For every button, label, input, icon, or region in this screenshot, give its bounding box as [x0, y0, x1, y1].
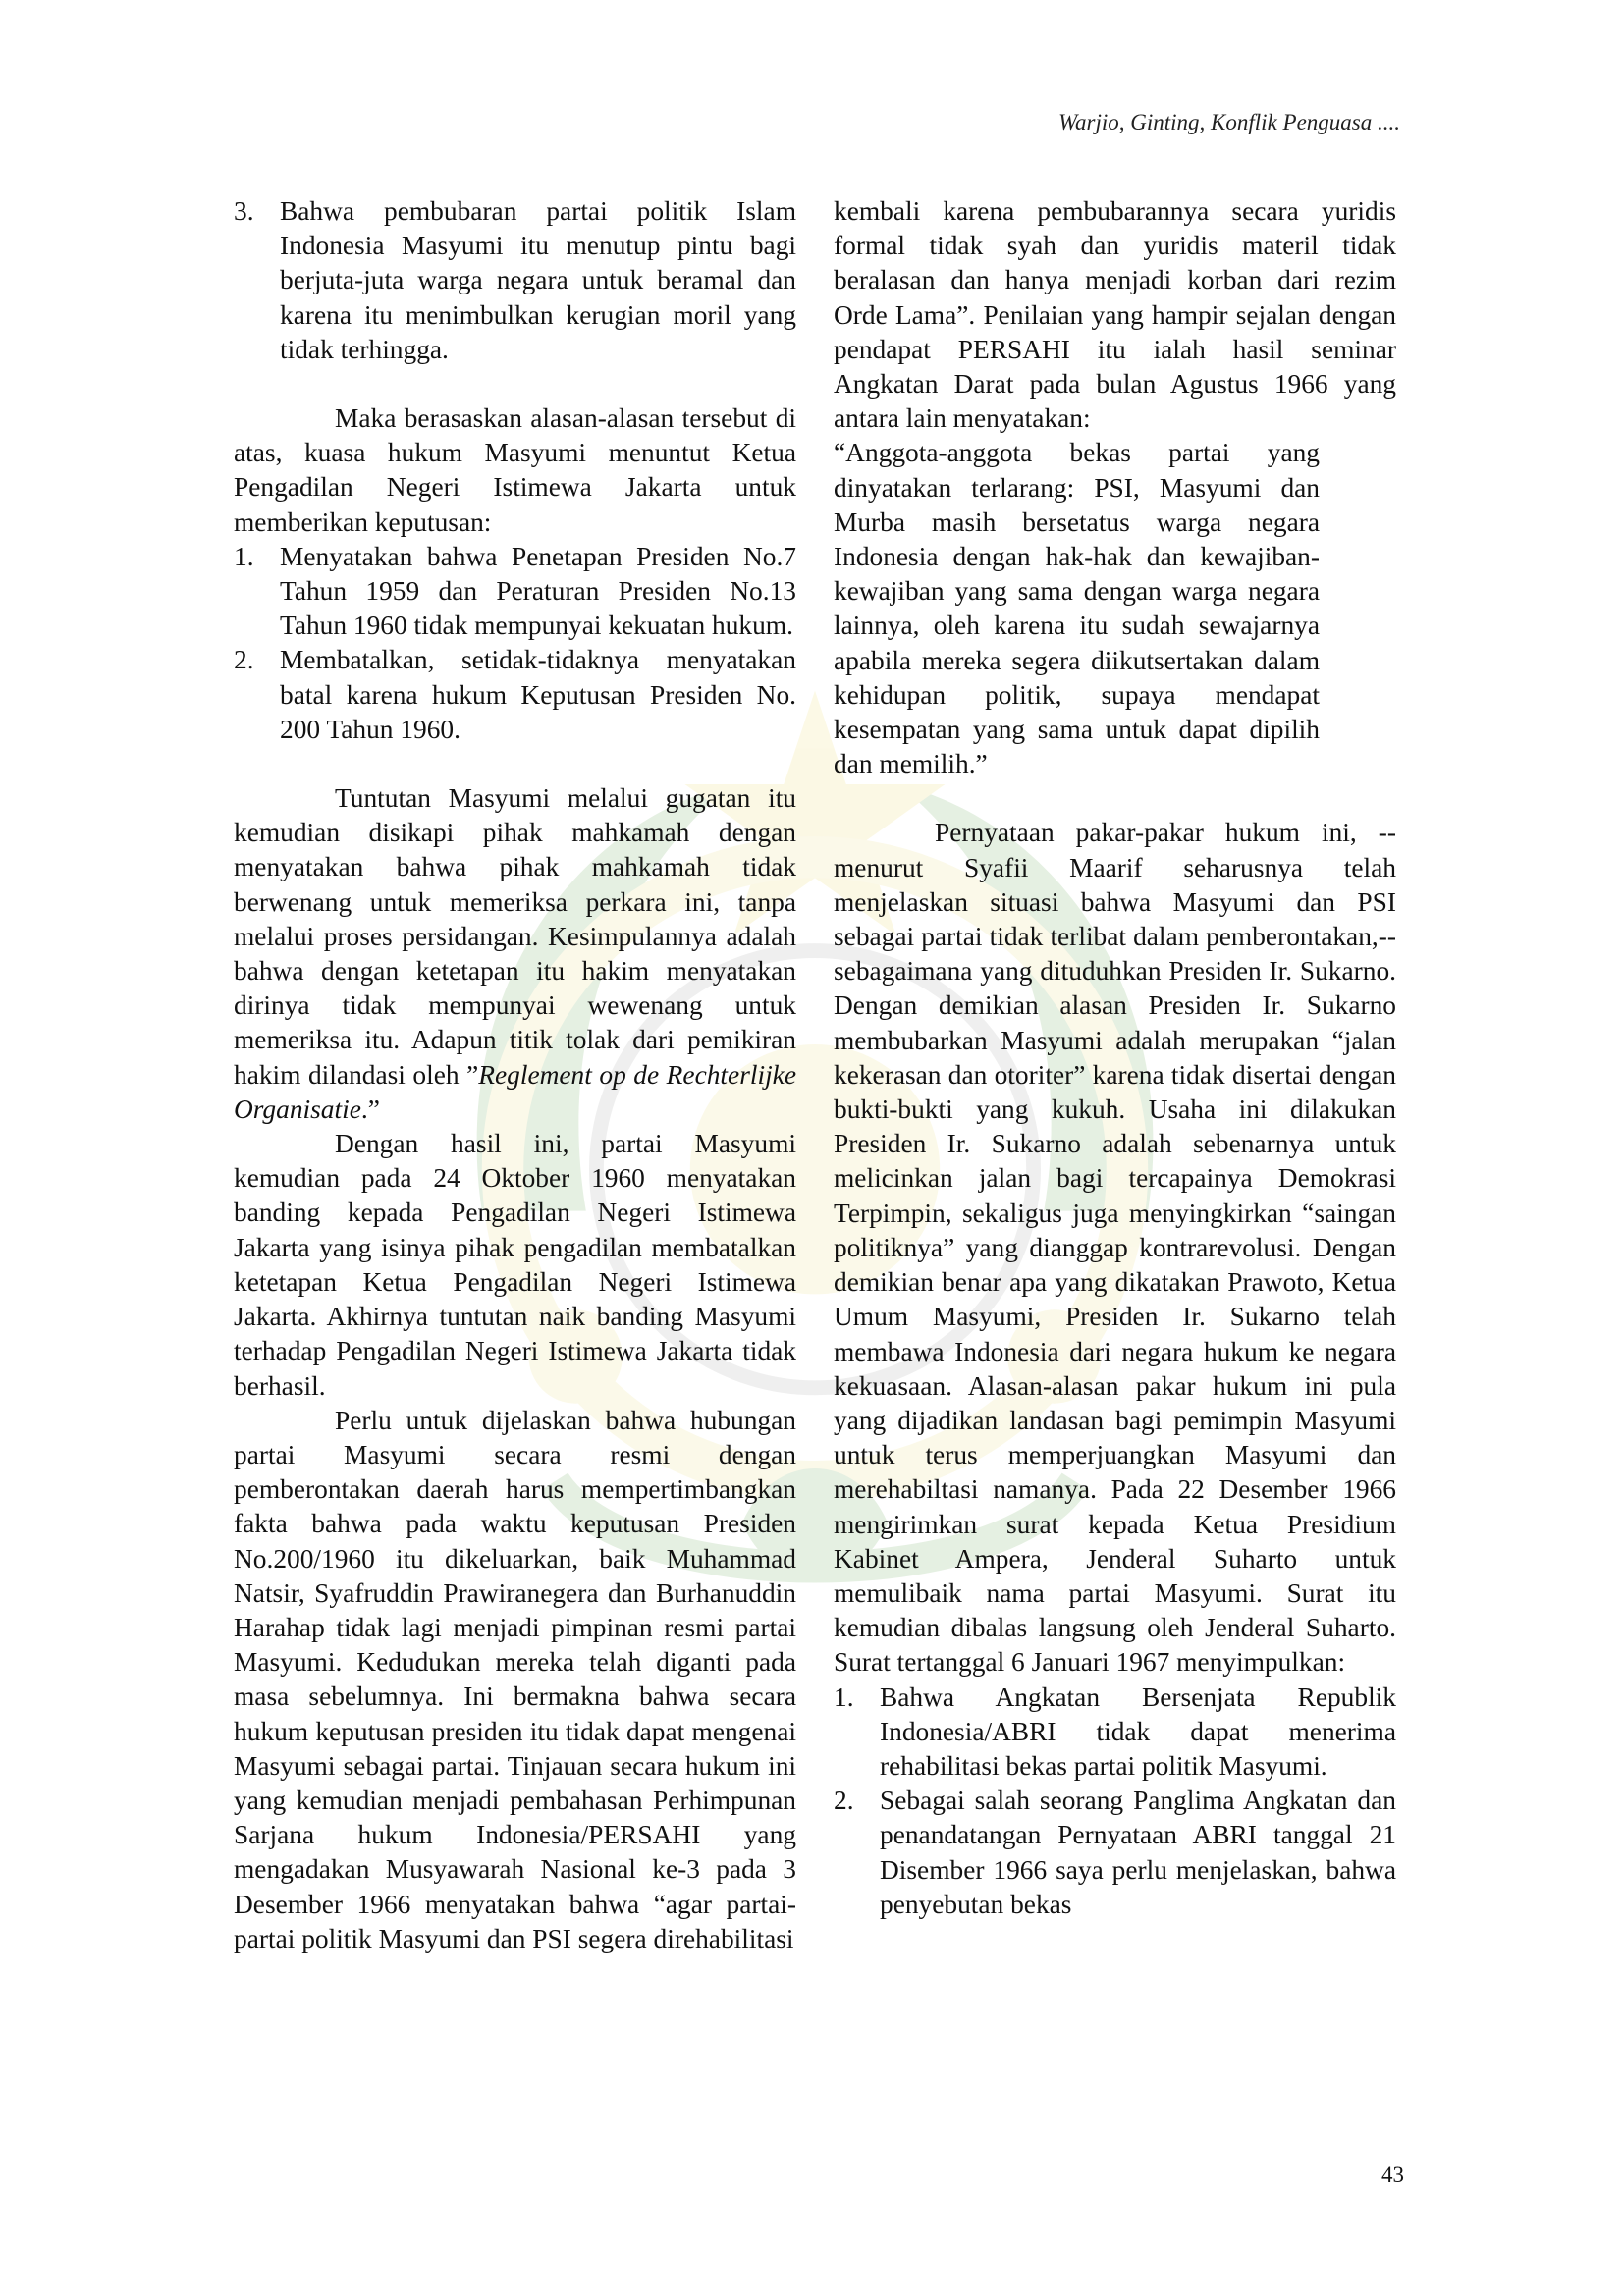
paragraph-dengan: Dengan hasil ini, partai Masyumi kemudian pada 24 Oktober 1960 menyatakan banding kepada Pengadilan Negeri Istimewa Jakarta yang isinya pihak pengadilan membatalkan ketetapan Ketua Pengadilan Negeri Istimewa Jakarta. Akhirnya tuntutan naik banding Masyumi terhadap Pengadilan Negeri Istimewa Jakarta tidak berhasil. — [234, 1129, 796, 1401]
paragraph-maka: Maka berasaskan alasan-alasan tersebut di atas, kuasa hukum Masyumi menuntut Ketua Pengadilan Negeri Istimewa Jakarta untuk memberikan keputusan: — [234, 403, 796, 537]
right-column — [834, 194, 1396, 1922]
demands-list — [234, 540, 796, 747]
list-item — [234, 194, 796, 367]
list-number: 1. — [834, 1682, 854, 1712]
paragraph-tuntutan — [234, 781, 796, 1127]
list-text: Bahwa pembubaran partai politik Islam Indonesia Masyumi itu menutup pintu bagi berjuta-juta warga negara untuk beramal dan karena itu menimbulkan kerugian moril yang tidak terhingga. — [280, 196, 796, 364]
paragraph-kembali: kembali karena pembubarannya secara yuridis formal tidak syah dan yuridis materil tidak beralasan dan hanya menjadi korban dari rezim Orde Lama”. Penilaian yang hampir sejalan dengan pendapat PERSAHI itu ialah hasil seminar Angkatan Darat pada bulan Agustus 1966 yang antara lain menyatakan: — [834, 196, 1396, 434]
list-number: 3. — [234, 196, 254, 226]
list-text: Menyatakan bahwa Penetapan Presiden No.7 Tahun 1959 dan Peraturan Presiden No.13 Tahun 1960 tidak mempunyai kekuatan hukum. — [280, 541, 796, 641]
running-header: Warjio, Ginting, Konflik Penguasa .... — [1058, 110, 1400, 134]
left-column — [234, 194, 796, 1956]
list-text: Membatalkan, setidak-tidaknya menyatakan batal karena hukum Keputusan Presiden No. 200 Tahun 1960. — [280, 645, 796, 744]
list-number: 2. — [834, 1786, 854, 1816]
list-text: Bahwa Angkatan Bersenjata Republik Indonesia/ABRI tidak dapat menerima rehabilitasi bekas partai politik Masyumi. — [880, 1682, 1396, 1781]
italic-term: Reglement op de Rechterlijke Organisatie — [234, 1059, 796, 1124]
paragraph-perlu: Perlu untuk dijelaskan bahwa hubungan partai Masyumi secara resmi dengan pemberontakan daerah harus mempertimbangkan fakta bahwa pada waktu keputusan Presiden No.200/1960 itu dikeluarkan, baik Muhammad Natsir, Syafruddin Prawiranegera dan Burhanuddin Harahap tidak lagi menjadi pimpinan resmi partai Masyumi. Kedudukan mereka telah diganti pada masa sebelumnya. Ini bermakna bahwa secara hukum keputusan presiden itu tidak dapat mengenai Masyumi sebagai partai. Tinjauan secara hukum ini yang kemudian menjadi pembahasan Perhimpunan Sarjana hukum Indonesia/PERSAHI yang mengadakan Musyawarah Nasional ke-3 pada 3 Desember 1966 menyatakan bahwa “agar partai-partai politik Masyumi dan PSI segera direhabilitasi — [234, 1405, 796, 1953]
list-text: Sebagai salah seorang Panglima Angkatan dan penandatangan Pernyataan ABRI tanggal 21 Disember 1966 saya perlu menjelaskan, bahwa penyebutan bekas — [880, 1786, 1396, 1919]
list-item-3 — [234, 194, 796, 367]
paragraph-text: .” — [360, 1094, 380, 1124]
list-item — [834, 1784, 1396, 1922]
list-item — [234, 540, 796, 644]
list-number: 2. — [234, 645, 254, 675]
list-item — [234, 643, 796, 747]
paragraph-text: Tuntutan Masyumi melalui gugatan itu kemudian disikapi pihak mahkamah dengan menyatakan bahwa pihak mahkamah tidak berwenang untuk memeriksa perkara ini, tanpa melalui proses persidangan. Kesimpulannya adalah bahwa dengan ketetapan itu hakim menyatakan dirinya tidak mempunyai wewenang untuk memeriksa itu. Adapun titik tolak dari pemikiran hakim dilandasi oleh ” — [234, 783, 796, 1090]
page-number: 43 — [1381, 2163, 1404, 2187]
block-quote: “Anggota-anggota bekas partai yang dinyatakan terlarang: PSI, Masyumi dan Murba masih bersetatus warga negara Indonesia dengan hak-hak dan kewajiban-kewajiban yang sama dengan warga negara lainnya, oleh karena itu sudah sewajarnya apabila mereka segera diikutsertakan dalam kehidupan politik, supaya mendapat kesempatan yang sama untuk dapat dipilih dan memilih.” — [834, 438, 1320, 779]
list-item — [834, 1681, 1396, 1785]
list-number: 1. — [234, 541, 254, 571]
conclusions-list — [834, 1681, 1396, 1922]
paragraph-pernyataan: Pernyataan pakar-pakar hukum ini, --menurut Syafii Maarif seharusnya telah menjelaskan situasi bahwa Masyumi dan PSI sebagai partai tidak terlibat dalam pemberontakan,-- sebagaimana yang dituduhkan Presiden Ir. Sukarno. Dengan demikian alasan Presiden Ir. Sukarno membubarkan Masyumi adalah merupakan “jalan kekerasan dan otoriter” karena tidak disertai dengan bukti-bukti yang kukuh. Usaha ini dilakukan Presiden Ir. Sukarno adalah sebenarnya untuk melicinkan jalan bagi tercapainya Demokrasi Terpimpin, sekaligus juga menyingkirkan “saingan politiknya” yang dianggap kontrarevolusi. Dengan demikian benar apa yang dikatakan Prawoto, Ketua Umum Masyumi, Presiden Ir. Sukarno telah membawa Indonesia dari negara hukum ke negara kekuasaan. Alasan-alasan pakar hukum ini pula yang dijadikan landasan bagi pemimpin Masyumi untuk terus memperjuangkan Masyumi dan merehabiltasi namanya. Pada 22 Desember 1966 mengirimkan surat kepada Ketua Presidium Kabinet Ampera, Jenderal Suharto untuk memulibaik nama partai Masyumi. Surat itu kemudian dibalas langsung oleh Jenderal Suharto. Surat tertanggal 6 Januari 1967 menyimpulkan: — [834, 818, 1396, 1678]
